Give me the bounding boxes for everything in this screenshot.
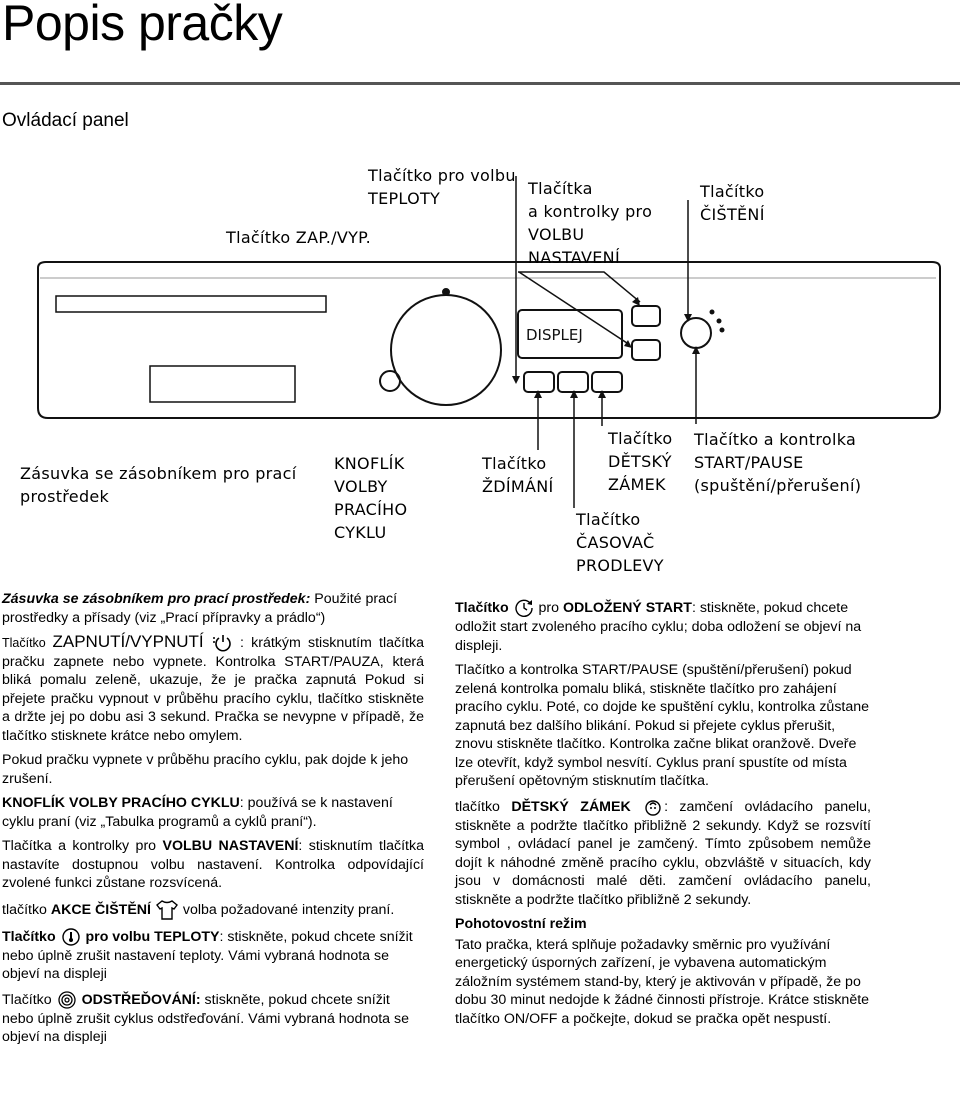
callout-delay: Tlačítko ČASOVAČ PRODLEVY <box>576 510 664 575</box>
para-drawer: Zásuvka se zásobníkem pro prací prostředek: Použité prací prostředky a přísady (viz „Prací přípravky a prádlo“) <box>2 591 398 626</box>
callout-spin: Tlačítko ŽDÍMÁNÍ <box>482 454 554 496</box>
start-pause-button <box>681 318 711 348</box>
para-onoff-note: Pokud pračku vypnete v průběhu pracího cyklu, pak dojde k jeho zrušení. <box>2 752 409 787</box>
lock-icon <box>642 797 664 817</box>
thermometer-icon <box>60 927 82 947</box>
title-rule <box>0 82 960 85</box>
callout-knob: KNOFLÍK VOLBY PRACÍHO CYKLU <box>334 454 408 542</box>
para-delay: Tlačítko pro ODLOŽENÝ START: stiskněte, pokud chcete odložit start zvoleného pracího cyklu; doba odložení se objeví na displeji. <box>455 599 862 654</box>
callout-cleaning: Tlačítko ČIŠTĚNÍ <box>700 182 765 224</box>
option-button-2 <box>632 340 660 360</box>
power-icon <box>211 634 233 652</box>
section-subtitle: Ovládací panel <box>2 110 129 131</box>
childlock-button <box>558 372 588 392</box>
display-label: DISPLEJ <box>526 326 583 344</box>
para-clean: tlačítko AKCE ČIŠTĚNÍ volba požadované intenzity praní. <box>2 899 424 921</box>
callout-program-select: Tlačítka a kontrolky pro VOLBU NASTAVENÍ <box>528 179 653 267</box>
callout-temperature: Tlačítko pro volbu TEPLOTY <box>368 166 516 208</box>
drawer-handle <box>150 366 295 402</box>
control-panel-diagram <box>0 150 960 590</box>
callout-childlock: Tlačítko DĚTSKÝ ZÁMEK <box>608 429 673 494</box>
delay-button <box>592 372 622 392</box>
spin-icon <box>56 990 78 1010</box>
option-button-1 <box>632 306 660 326</box>
para-temp: Tlačítko pro volbu TEPLOTY: stiskněte, pokud chcete snížit nebo úplně zrušit nastavení teploty. Vámi vybraná hodnota se objeví na displeji <box>2 928 413 982</box>
callout-drawer: Zásuvka se zásobníkem pro prací prostředek <box>20 464 297 506</box>
clock-icon <box>513 598 535 618</box>
para-standby: Tato pračka, která splňuje požadavky směrnic pro využívání energetický úsporných zařízení, je vybavena automatickým záložním systémem stand-by, který je aktivován v případě, že po dobu 30 minut nedojde k žádné činnosti přístroje. Krátce stiskněte tlačítko ON/OFF a počkejte, dokud se pračka opět nespustí. <box>455 936 870 1027</box>
para-select: Tlačítka a kontrolky pro VOLBU NASTAVENÍ: stisknutím tlačítka nastavíte dostupnou volbu nastavení. Kontrolka odpovídající zvolené funkci zůstane rozsvícená. <box>2 838 424 891</box>
para-startpause: Tlačítko a kontrolka START/PAUSE (spuštění/přerušení) pokud zelená kontrolka pomalu bliká, stiskněte tlačítko pro zahájení pracího cyklu. Poté, co dojde ke spuštění cyklu, kontrolka zůstane zapnutá bez dalšího blikání. Pokud si přejete cyklus přerušit, znovu stiskněte tlačítko. Kontrolka začne blikat oranžově. Dveře lze otevřít, když symbol nesvítí. Cyklus praní spustíte od místa přerušení opětovným stisknutím tlačítka. <box>455 662 870 789</box>
panel-outline <box>38 262 940 418</box>
callout-onoff: Tlačítko ZAP./VYP. <box>226 228 372 247</box>
para-spin: Tlačítko ODSTŘEĎOVÁNÍ: stiskněte, pokud chcete snížit nebo úplně zrušit cyklus odstřeďování. Vámi vybraná hodnota se objeví na displeji <box>2 991 409 1045</box>
para-childlock: tlačítko DĚTSKÝ ZÁMEK : zamčení ovládacího panelu, stiskněte a podržte tlačítko přibližně 2 sekundy. Když se rozsvítí symbol , ovládací panel je zamčený. Tímto způsobem nemůže dojít k náhodné změně pracího cyklu, obzvláště v situacích, kdy jsou v domácnosti malé děti. zamčení ovládacího panelu, stiskněte a podržte tlačítko přibližně 2 sekundy. <box>455 798 871 908</box>
left-column <box>2 590 424 1053</box>
program-knob <box>391 295 501 405</box>
drawer-slot <box>56 296 326 312</box>
para-knob: KNOFLÍK VOLBY PRACÍHO CYKLU: používá se k nastavení cyklu praní (viz „Tabulka programů a cyklů praní“). <box>2 795 393 830</box>
para-onoff: Tlačítko ZAPNUTÍ/VYPNUTÍ : krátkým stisknutím tlačítka pračku zapnete nebo vypnete. Kontrolka START/PAUZA, která bliká pomalu zeleně, ukazuje, že je pračka zapnutá Pokud si přejete pračku vypnout v průběhu pracího cyklu, tlačítko stiskněte a držte jej po dobu asi 3 sekund. Pračka se nevypne v případě, že tlačítko stisknete krátce nebo omylem. <box>2 632 424 744</box>
right-column <box>455 598 871 1034</box>
callout-startpause: Tlačítko a kontrolka START/PAUSE (spuštění/přerušení) <box>694 430 862 495</box>
standby-heading: Pohotovostní režim <box>455 916 587 932</box>
spin-button <box>524 372 554 392</box>
shirt-icon <box>155 899 179 921</box>
page-title: Popis pračky <box>2 0 283 51</box>
